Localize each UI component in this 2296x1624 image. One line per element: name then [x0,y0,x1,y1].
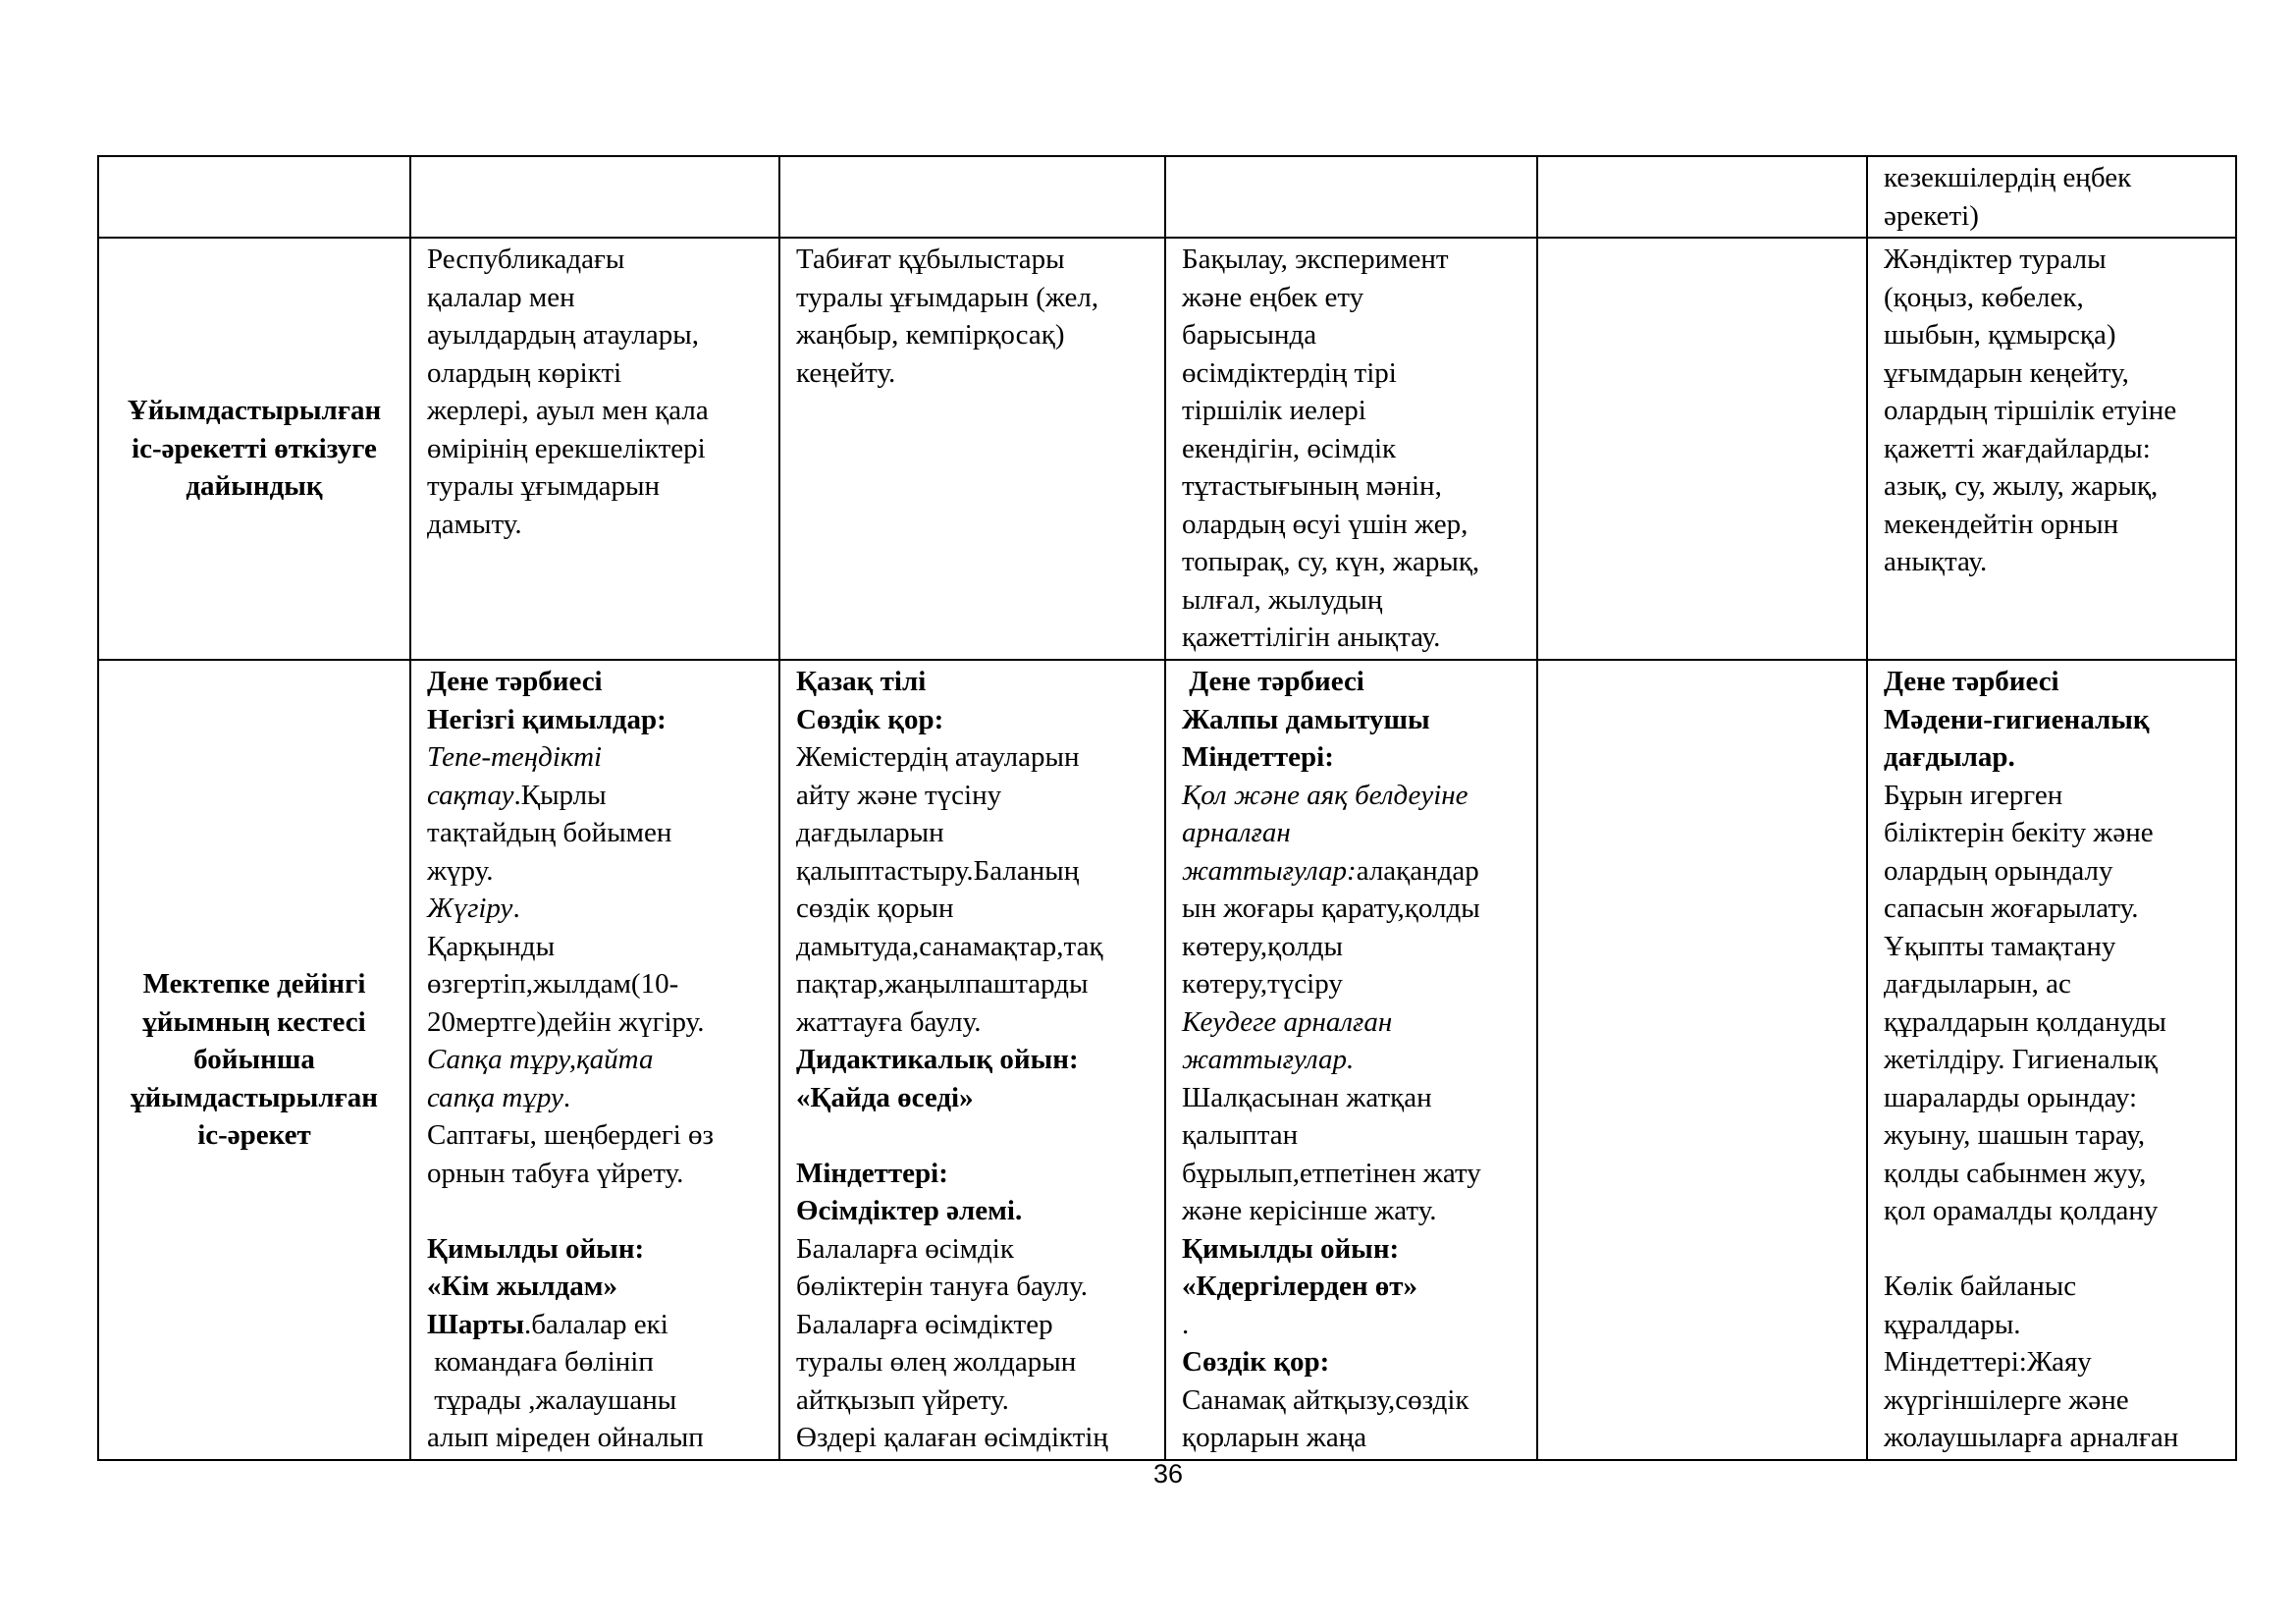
row1-cell-3 [1165,238,1537,660]
table-row [98,660,2236,1460]
row2-cell-3 [1165,660,1537,1460]
cell-fragment: . [512,893,520,924]
cell-line: шараларды орындау: [1884,1081,2138,1113]
section-heading: Қимылды ойын: [1182,1232,1400,1265]
table-row [98,238,2236,660]
row2-cell-4 [1537,660,1867,1460]
cell-line: сапасын жоғарылату. [1884,893,2139,924]
cell-line: және еңбек ету [1182,281,1364,313]
cell-line: сөздік қорын [796,893,954,924]
cell-line [427,1306,767,1344]
cell-line: арналған [1182,817,1291,848]
cell-line: қорларын жаңа [1182,1422,1367,1453]
cell-line: құралдарын қолдануды [1884,1005,2166,1038]
cell-line: Саптағы, шеңбердегі өз [427,1119,714,1151]
cell-line: олардың көрікті [427,356,622,389]
cell-line: көтеру,түсіру [1182,968,1343,1000]
cell-line: айту және түсіну [796,779,1002,811]
cell-line: жуыну, шашын тарау, [1884,1119,2146,1151]
cell-line: қол орамалды қолдану [1884,1195,2159,1226]
cell-line: пақтар,жаңылпаштарды [796,968,1089,1000]
row-header-line: бойынша [193,1044,315,1075]
cell-line [427,777,767,815]
row1-cell-5 [1867,238,2236,660]
cell-line: тұтастығының мәнін, [1182,470,1442,502]
section-heading: Сөздік қор: [1182,1346,1330,1378]
cell-line: кезекшілердің еңбек [1884,162,2132,193]
cell-line: туралы ұғымдарын (жел, [796,281,1099,313]
cell-line: қолды сабынмен жуу, [1884,1157,2147,1189]
cell-line: Шалқасынан жатқан [1182,1081,1432,1113]
page-number: 36 [1152,1459,1184,1489]
cell-line: туралы өлең жолдарын [796,1346,1077,1378]
section-heading: дағдылар. [1884,741,2015,773]
section-heading: Қимылды ойын: [427,1232,645,1265]
row1-cell-1 [410,238,779,660]
cell-line: жолаушыларға арналған [1884,1422,2179,1453]
cell-line: біліктерін бекіту және [1884,817,2154,848]
cell-line: жаңбыр, кемпірқосақ) [796,319,1065,351]
cell-line: қалыптан [1182,1119,1299,1151]
cell-line: Ұқыпты тамақтану [1884,930,2116,962]
cell-line: Міндеттері:Жаяу [1884,1346,2092,1378]
cell-fragment: алақандар [1356,854,1479,887]
row-header-line: Ұйымдастырылған [127,395,382,427]
cell-line: олардың орындалу [1884,854,2113,887]
row1-cell-2 [779,238,1165,660]
cell-line [427,1079,767,1117]
cell-line: тұрады ,жалаушаны [427,1383,677,1416]
cell-line: туралы ұғымдарын [427,470,660,502]
subject-title: Қазақ тілі [796,666,927,697]
section-heading: Өсімдіктер әлемі. [796,1195,1023,1226]
cell-line: орнын табуға үйрету. [427,1157,684,1189]
cell-line: командаға бөлініп [427,1346,654,1378]
cell-line: азық, су, жылу, жарық, [1884,470,2159,502]
blank-line [1884,1230,2223,1269]
cell-line: . [1182,1308,1190,1340]
cell-line: шыбын, құмырсқа) [1884,319,2116,351]
row2-header-cell [98,660,410,1460]
cell-line: тақтайдың бойымен [427,817,672,848]
cell-fragment: сапқа тұру [427,1081,563,1113]
cell-line: олардың өсуі үшін жер, [1182,508,1468,540]
cell-line: жүргіншілерге және [1884,1383,2129,1416]
cell-line: қажетті жағдайларды: [1884,432,2151,464]
cell-line: жаттауға баулу. [796,1005,982,1038]
cell-fragment: .Қырлы [513,779,607,811]
cell-line: Республикадағы [427,244,625,275]
cell-fragment: жаттығулар: [1182,854,1357,887]
cell-line: екендігін, өсімдік [1182,432,1397,464]
cell-fragment: Шарты [427,1308,524,1340]
cell-line: барысында [1182,319,1317,351]
row0-cell-3 [1165,156,1537,238]
cell-line: қалалар мен [427,281,575,313]
cell-line: қалыптастыру.Баланың [796,854,1080,887]
cell-line: Балаларға өсімдіктер [796,1308,1053,1340]
cell-line: дамыту. [427,508,522,540]
cell-line: топырақ, су, күн, жарық, [1182,546,1480,577]
row1-header-cell [98,238,410,660]
cell-line: өзгертіп,жылдам(10- [427,968,679,1000]
cell-line: көтеру,қолды [1182,930,1344,962]
row-header-line: ұйымның кестесі [142,1005,366,1038]
cell-line: жерлері, ауыл мен қала [427,395,709,426]
section-heading: Жалпы дамытушы [1182,703,1430,735]
cell-line: Қол және аяқ белдеуіне [1182,779,1468,811]
section-heading: Сөздік қор: [796,703,944,735]
cell-line: Санамақ айтқызу,сөздік [1182,1383,1469,1416]
cell-fragment: Жүгіру [427,893,513,924]
row0-cell-1 [410,156,779,238]
subject-title: Дене тәрбиесі [1182,666,1364,697]
cell-line: өмірінің ерекшеліктері [427,432,706,464]
cell-line: ұғымдарын кеңейту, [1884,356,2129,389]
cell-fragment: .балалар екі [523,1308,668,1340]
cell-line [1182,852,1524,891]
section-heading: Мәдени-гигиеналық [1884,703,2150,735]
cell-line: ылғал, жылудың [1182,583,1383,616]
cell-line: айтқызып үйрету. [796,1383,1009,1416]
row0-header-cell [98,156,410,238]
subject-title: Дене тәрбиесі [427,666,603,697]
cell-line: ын жоғары қарату,қолды [1182,893,1480,924]
blank-line [796,1116,1152,1155]
row0-cell-5 [1867,156,2236,238]
game-title: «Кім жылдам» [427,1271,617,1302]
cell-line: Табиғат құбылыстары [796,244,1065,275]
cell-line: дағдыларын, ас [1884,968,2071,1000]
cell-line: дамытуда,санамақтар,тақ [796,930,1103,962]
cell-line: жүру. [427,854,494,887]
cell-line: бөліктерін тануға баулу. [796,1271,1088,1302]
row1-cell-4 [1537,238,1867,660]
cell-line: олардың тіршілік етуіне [1884,395,2177,426]
cell-line: Көлік байланыс [1884,1271,2077,1302]
cell-line [427,890,767,928]
cell-line: Кеудеге арналған [1182,1005,1393,1038]
row-header-line: Мектепке дейінгі [142,968,366,1000]
cell-line: алып міреден ойналып [427,1422,704,1453]
cell-line: тіршілік иелері [1182,395,1366,426]
cell-line: құралдары. [1884,1308,2021,1340]
cell-line: әрекеті) [1884,199,1979,232]
cell-line: Қарқынды [427,930,556,962]
cell-line: Бұрын игерген [1884,779,2063,811]
cell-line: ауылдардың атаулары, [427,319,699,351]
section-heading: Міндеттері: [796,1157,948,1189]
cell-fragment: . [562,1081,571,1113]
subject-title: Дене тәрбиесі [1884,666,2059,697]
cell-line: жетілдіру. Гигиеналық [1884,1044,2158,1075]
row-header-line: дайындық [186,470,323,503]
cell-line: Сапқа тұру,қайта [427,1044,654,1075]
cell-line: Тепе-теңдікті [427,741,603,773]
cell-line: мекендейтін орнын [1884,508,2119,540]
section-heading: Дидактикалық ойын: [796,1044,1079,1075]
game-title: «Кдергілерден өт» [1182,1271,1418,1302]
row-header-line: іс-әрекетті өткізуге [132,432,377,464]
cell-line: кеңейту. [796,356,896,389]
cell-line: анықтау. [1884,546,1988,577]
cell-line: Балаларға өсімдік [796,1232,1014,1265]
row2-cell-2 [779,660,1165,1460]
game-title: «Қайда өседі» [796,1081,974,1113]
blank-line [427,1192,767,1230]
cell-line: қажеттілігін анықтау. [1182,622,1441,653]
cell-line: жаттығулар. [1182,1044,1355,1075]
row0-cell-4 [1537,156,1867,238]
cell-line: Бақылау, эксперимент [1182,244,1449,275]
cell-fragment: сақтау [427,779,514,811]
cell-line: дағдыларын [796,817,944,848]
row0-cell-2 [779,156,1165,238]
cell-line: бұрылып,етпетінен жату [1182,1157,1481,1189]
row-header-line: ұйымдастырылған [131,1081,378,1113]
row-header-line: іс-әрекет [197,1119,311,1151]
cell-line: Жемістердің атауларын [796,741,1080,773]
cell-line: өсімдіктердің тірі [1182,356,1397,389]
row2-cell-1 [410,660,779,1460]
cell-line: Өздері қалаған өсімдіктің [796,1422,1108,1453]
schedule-table [97,155,2237,1461]
table-row [98,156,2236,238]
cell-line: (қоңыз, көбелек, [1884,281,2084,313]
row2-cell-5 [1867,660,2236,1460]
cell-line: Жәндіктер туралы [1884,244,2107,275]
section-heading: Негізгі қимылдар: [427,703,667,735]
section-heading: Міндеттері: [1182,741,1334,773]
cell-line: және керісінше жату. [1182,1195,1437,1226]
cell-line: 20мертге)дейін жүгіру. [427,1005,705,1038]
